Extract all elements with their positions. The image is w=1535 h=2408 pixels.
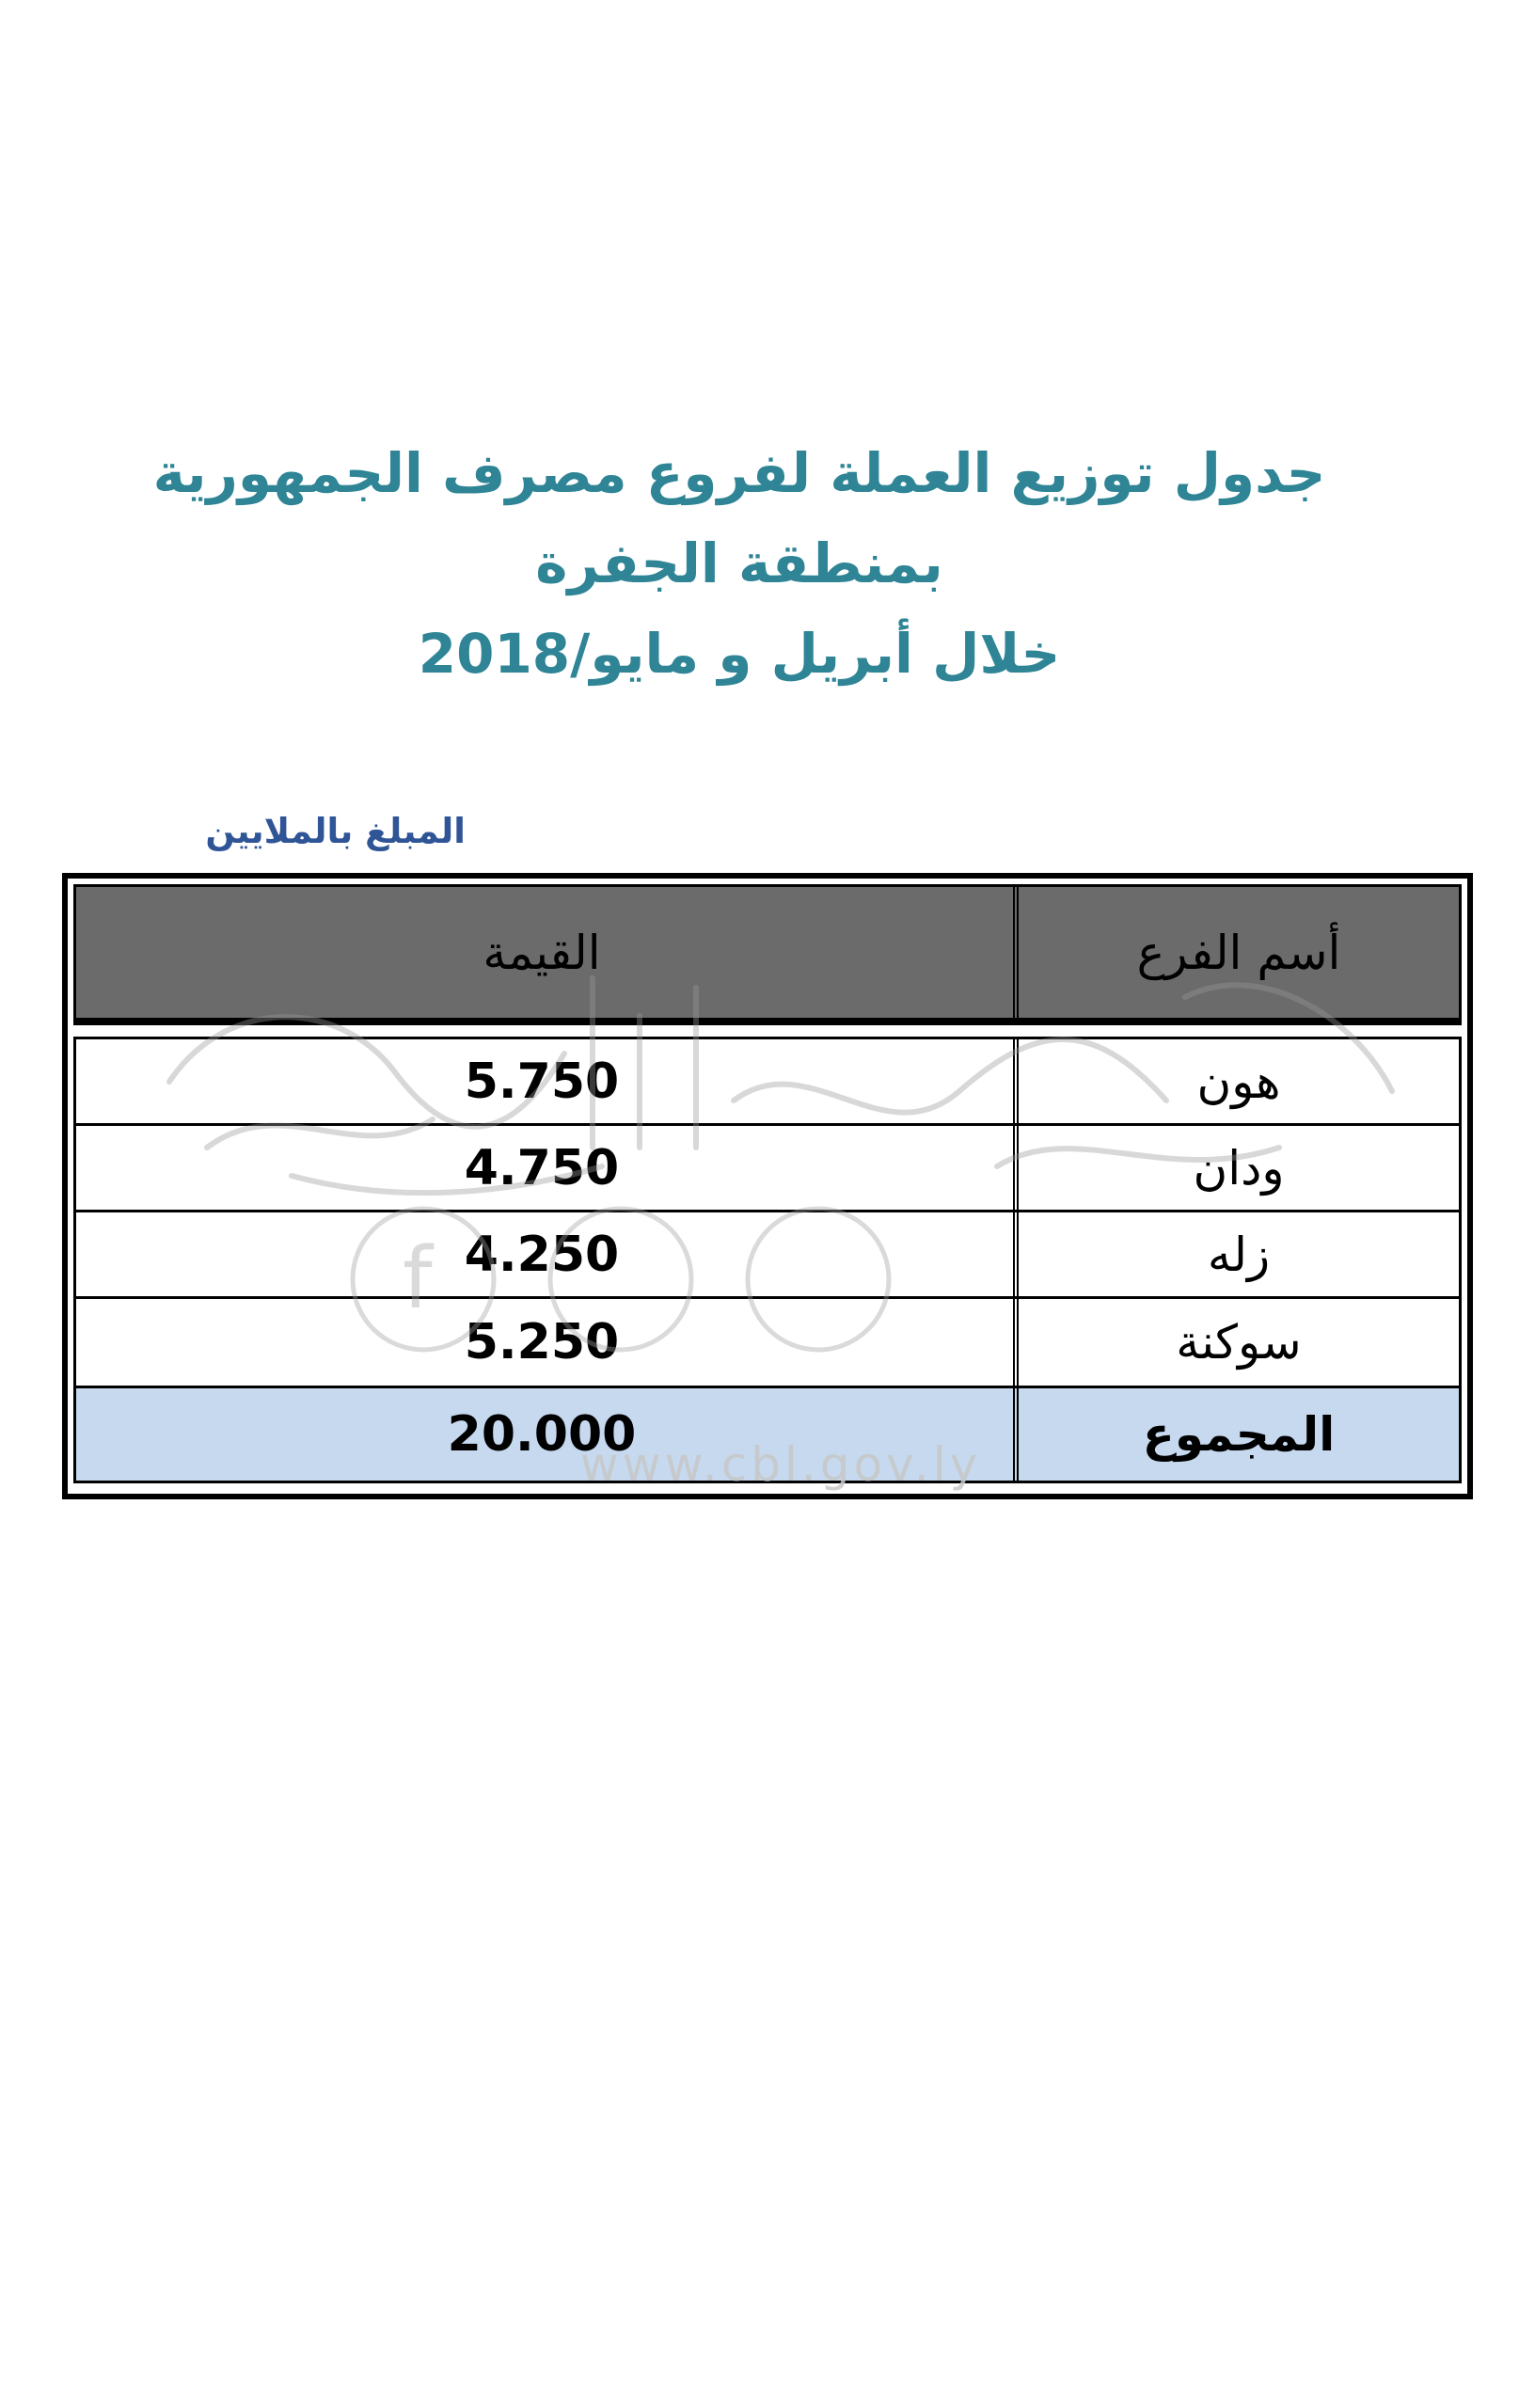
row-branch: ودان <box>1013 1126 1459 1210</box>
total-label: المجموع <box>1013 1388 1459 1481</box>
row-value: 5.250 <box>464 1314 620 1370</box>
row-branch: سوكنة <box>1013 1299 1459 1386</box>
row-branch: هون <box>1013 1039 1459 1123</box>
table-total-row <box>73 1386 1462 1483</box>
table-row <box>73 1210 1462 1299</box>
title-line-1: جدول توزيع العملة لفروع مصرف الجمهورية <box>152 441 1326 505</box>
watermark-url: www.cbl.gov.ly <box>579 1437 982 1492</box>
row-branch: زله <box>1013 1212 1459 1296</box>
row-value: 4.250 <box>464 1226 620 1283</box>
table-row <box>73 1296 1462 1388</box>
header-value: القيمة <box>483 925 601 980</box>
table-header-row <box>73 884 1462 1025</box>
total-value: 20.000 <box>447 1406 637 1463</box>
table-row <box>73 1037 1462 1126</box>
table-row <box>73 1123 1462 1212</box>
unit-note: المبلغ بالملايين <box>205 811 466 851</box>
title-line-3: خلال أبريل و مايو/2018 <box>418 622 1061 686</box>
distribution-table <box>62 873 1473 1499</box>
title-line-2: بمنطقة الجفرة <box>535 531 943 595</box>
document-title <box>0 428 1479 699</box>
header-branch: أسم الفرع <box>1013 887 1459 1018</box>
row-value: 4.750 <box>464 1139 620 1196</box>
facebook-glyph: f <box>403 1229 433 1328</box>
row-value: 5.750 <box>464 1053 620 1110</box>
